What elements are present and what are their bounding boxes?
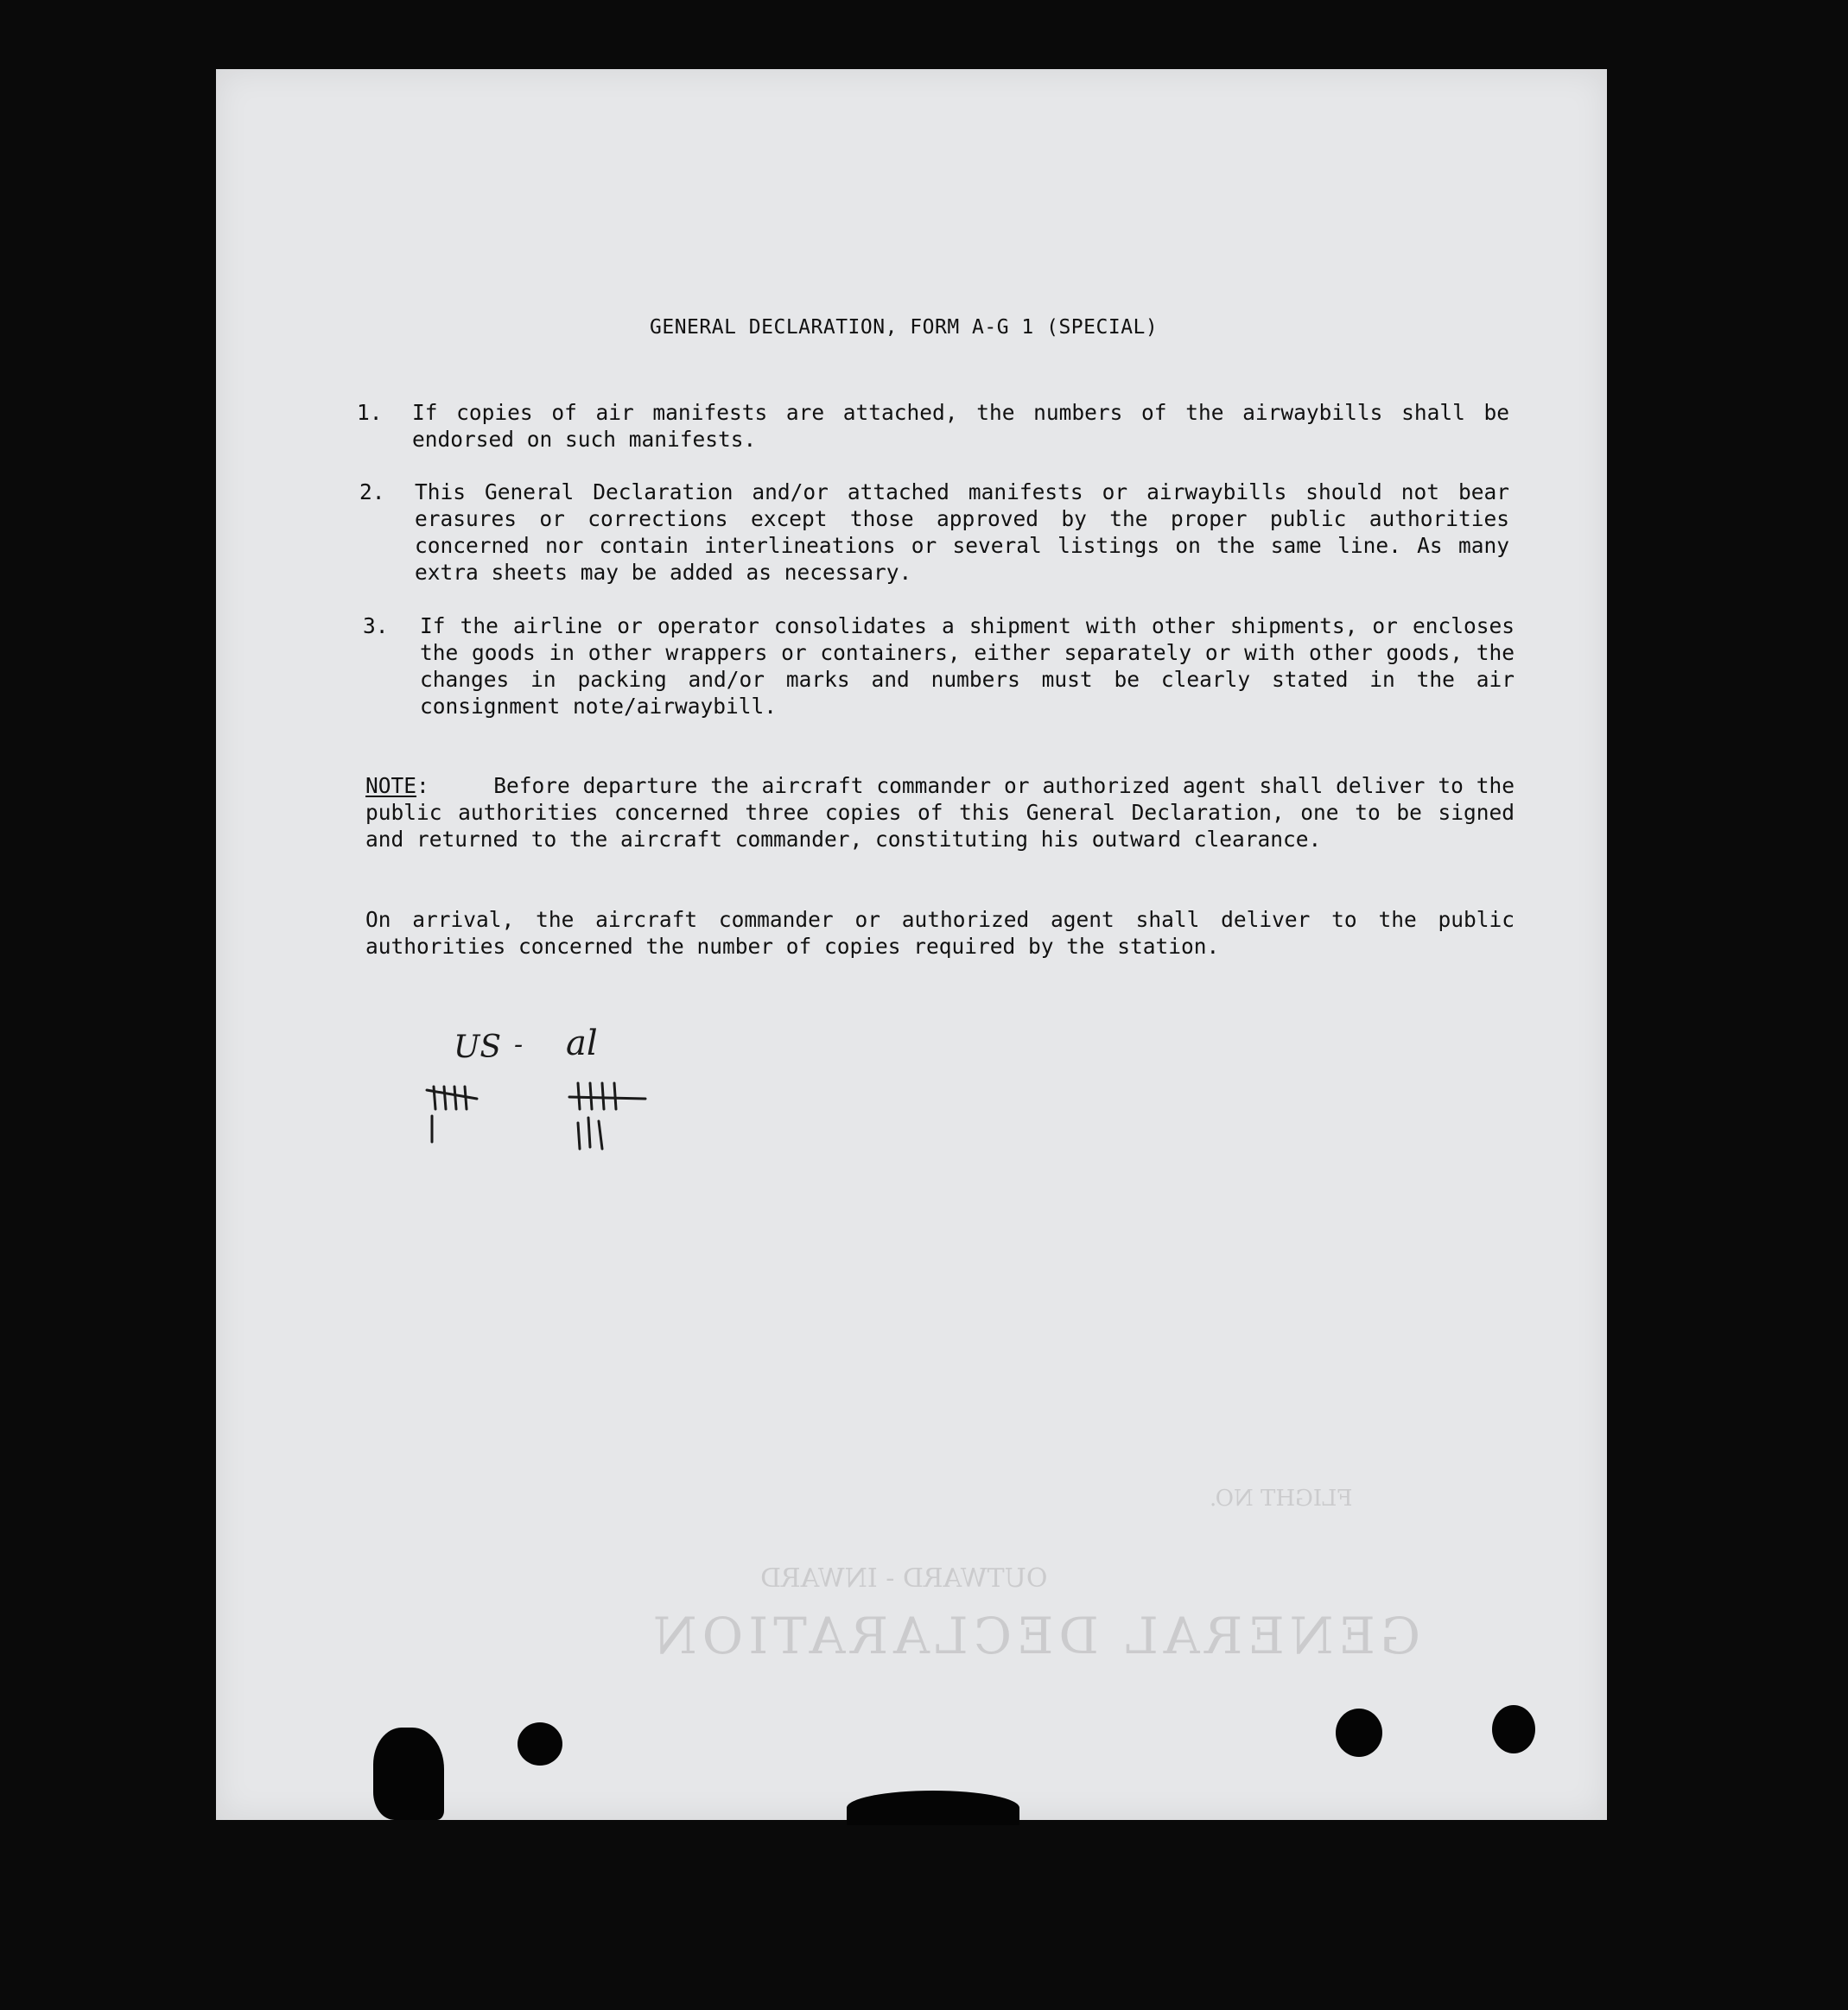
note-paragraph	[365, 772, 1515, 853]
left-tally-marks	[423, 1080, 518, 1149]
item-number-3: 3.	[363, 613, 389, 638]
item-text-2: This General Declaration and/or attached manifests or airwaybills should not bear erasures or corrections except those approved by the proper public authorities concerned nor contain interlineations or several listings on the same line. As many extra sheets may be added as necessary.	[415, 479, 1509, 585]
right-tally-marks	[566, 1080, 670, 1157]
punch-hole-right-2	[1492, 1705, 1535, 1753]
punch-hole-right-1	[1336, 1709, 1382, 1757]
handwritten-separator: -	[514, 1030, 524, 1060]
note-colon: :	[416, 773, 494, 798]
form-title: GENERAL DECLARATION, FORM A-G 1 (SPECIAL)	[650, 316, 1159, 339]
bleedthrough-line-1: GENERAL DECLARATION	[648, 1607, 1421, 1665]
arrival-paragraph: On arrival, the aircraft commander or authorized agent shall deliver to the public authorities concerned the number of copies required by the station.	[365, 907, 1515, 959]
ink-blot-left	[373, 1728, 444, 1820]
bleedthrough-line-3: FLIGHT NO.	[1210, 1486, 1353, 1512]
note-text: Before departure the aircraft commander or authorized agent shall deliver to the public authorities concerned three copies of this General Declaration, one to be signed and returned to the aircraft commander, constituting his outward clearance.	[365, 773, 1515, 852]
torn-edge-bottom	[847, 1791, 1019, 1825]
handwritten-right-heading: al	[566, 1024, 598, 1063]
bleedthrough-line-2: OUTWARD - INWARD	[760, 1563, 1048, 1594]
item-text-3: If the airline or operator consolidates a shipment with other shipments, or encloses the goods in other wrappers or containers, either separately or with other goods, the changes in packing and/or marks and numbers must be clearly stated in the air consignment note/airwaybill.	[420, 613, 1515, 719]
item-number-2: 2.	[359, 479, 385, 504]
item-number-1: 1.	[357, 400, 383, 425]
note-label: NOTE	[365, 773, 417, 798]
document-page	[216, 69, 1607, 1820]
item-text-1: If copies of air manifests are attached, the numbers of the airwaybills shall be endorsed on such manifests.	[412, 400, 1509, 452]
punch-hole-left	[518, 1722, 562, 1766]
handwritten-left-heading: US	[454, 1030, 502, 1065]
